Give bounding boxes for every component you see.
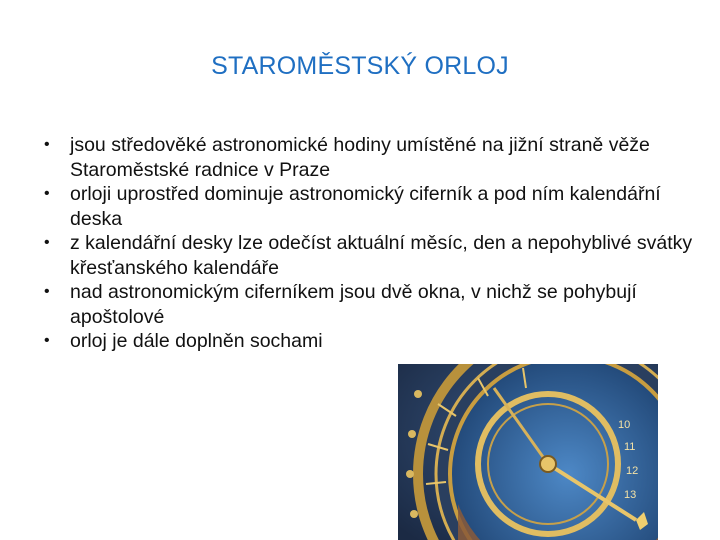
bullet-item <box>40 231 700 280</box>
bullet-text: z kalendářní desky lze odečíst aktuální měsíc, den a nepohyblivé svátky křesťanského kalendáře <box>70 232 693 279</box>
dial-numeral: 11 <box>624 441 636 453</box>
bullet-dot: • <box>44 234 50 251</box>
bullet-text: nad astronomickým ciferníkem jsou dvě okna, v nichž se pohybují apoštolové <box>70 281 637 328</box>
astronomical-clock-icon <box>398 364 658 540</box>
bullet-dot: • <box>44 332 50 349</box>
dial-numeral: 13 <box>624 489 637 501</box>
bullet-text: orloji uprostřed dominuje astronomický ciferník a pod ním kalendářní deska <box>70 183 661 230</box>
slide-title: STAROMĚSTSKÝ ORLOJ <box>211 52 509 80</box>
bullet-text: jsou středověké astronomické hodiny umístěné na jižní straně věže Staroměstské radnice v Praze <box>70 134 650 181</box>
dial-numeral: 10 <box>618 419 631 431</box>
bullet-item <box>40 182 700 231</box>
bullet-dot: • <box>44 136 50 153</box>
bullet-item <box>40 133 700 182</box>
astronomical-clock-image <box>398 364 658 540</box>
bullet-dot: • <box>44 283 50 300</box>
bullet-list <box>40 133 700 354</box>
bullet-text: orloj je dále doplněn sochami <box>70 330 323 352</box>
bullet-item <box>40 329 700 354</box>
dial-numeral: 12 <box>626 465 639 477</box>
bullet-item <box>40 280 700 329</box>
bullet-dot: • <box>44 185 50 202</box>
